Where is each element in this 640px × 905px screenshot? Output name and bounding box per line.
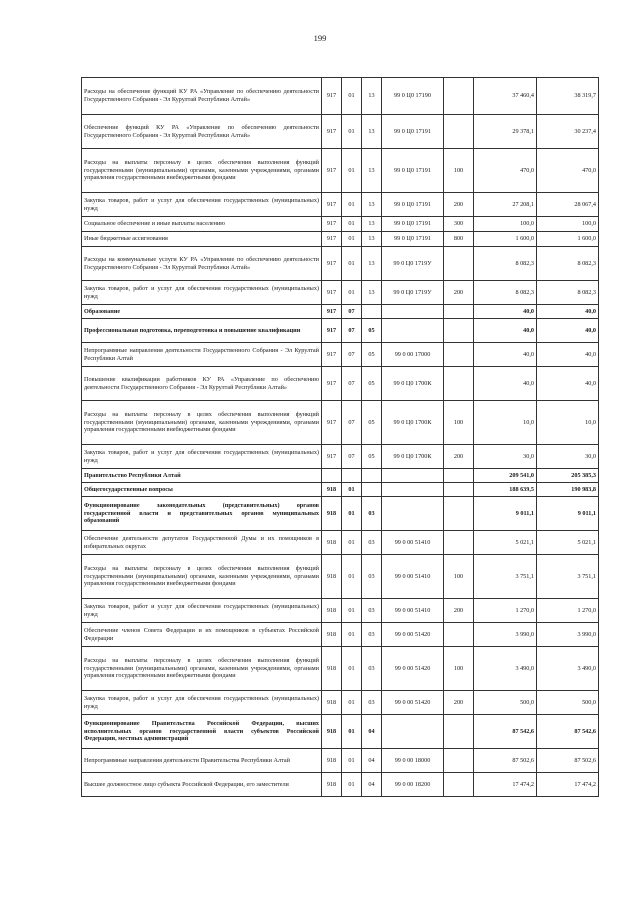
expense-type-code-cell: 200 — [444, 599, 474, 623]
subsection-code-cell: 03 — [362, 599, 382, 623]
table-row — [82, 343, 599, 367]
expense-type-code-cell — [444, 497, 474, 531]
table-row — [82, 647, 599, 691]
target-article-code-cell — [382, 305, 444, 319]
expense-name-cell: Закупка товаров, работ и услуг для обеспечения государственных (муниципальных) нужд — [82, 445, 322, 469]
amount-year-2-cell: 1 600,0 — [537, 232, 599, 247]
section-code-cell — [342, 469, 362, 483]
section-code-cell: 01 — [342, 281, 362, 305]
amount-year-1-cell: 500,0 — [474, 691, 537, 715]
amount-year-1-cell: 30,0 — [474, 445, 537, 469]
amount-year-2-cell: 1 270,0 — [537, 599, 599, 623]
subsection-code-cell — [362, 305, 382, 319]
subsection-code-cell: 04 — [362, 749, 382, 773]
section-code-cell: 01 — [342, 691, 362, 715]
section-code-cell: 01 — [342, 599, 362, 623]
target-article-code-cell: 99 0 Ц0 1700К — [382, 401, 444, 445]
expense-type-code-cell — [444, 319, 474, 343]
table-row — [82, 691, 599, 715]
section-code-cell: 01 — [342, 555, 362, 599]
amount-year-1-cell: 29 378,1 — [474, 115, 537, 149]
expense-name-cell: Закупка товаров, работ и услуг для обеспечения государственных (муниципальных) нужд — [82, 193, 322, 217]
amount-year-2-cell: 8 082,3 — [537, 281, 599, 305]
target-article-code-cell: 99 0 Ц0 17191 — [382, 232, 444, 247]
table-row — [82, 623, 599, 647]
target-article-code-cell: 99 0 00 51420 — [382, 623, 444, 647]
amount-year-1-cell: 10,0 — [474, 401, 537, 445]
budget-table — [81, 77, 599, 797]
subsection-code-cell: 03 — [362, 555, 382, 599]
amount-year-1-cell: 40,0 — [474, 319, 537, 343]
expense-name-cell: Иные бюджетные ассигнования — [82, 232, 322, 247]
table-row — [82, 599, 599, 623]
expense-type-code-cell: 100 — [444, 647, 474, 691]
section-code-cell: 01 — [342, 78, 362, 115]
table-row — [82, 749, 599, 773]
amount-year-2-cell: 40,0 — [537, 367, 599, 401]
section-code-cell: 07 — [342, 445, 362, 469]
expense-name-cell: Обеспечение деятельности депутатов Государственной Думы и их помощников в избирательных округах — [82, 531, 322, 555]
grbs-code-cell: 917 — [322, 247, 342, 281]
target-article-code-cell: 99 0 00 51410 — [382, 599, 444, 623]
amount-year-2-cell: 3 490,0 — [537, 647, 599, 691]
amount-year-1-cell: 37 460,4 — [474, 78, 537, 115]
amount-year-1-cell: 17 474,2 — [474, 773, 537, 797]
target-article-code-cell: 99 0 Ц0 17191 — [382, 115, 444, 149]
subsection-code-cell: 05 — [362, 401, 382, 445]
expense-type-code-cell: 100 — [444, 401, 474, 445]
expense-name-cell: Образование — [82, 305, 322, 319]
subsection-code-cell: 05 — [362, 319, 382, 343]
expense-name-cell: Расходы на выплаты персоналу в целях обеспечения выполнения функций государственными (муниципальными) органами, казенными учреждениями, органами управления государственными внебюджетными фондами — [82, 555, 322, 599]
table-row — [82, 115, 599, 149]
subsection-code-cell: 13 — [362, 247, 382, 281]
grbs-code-cell: 918 — [322, 497, 342, 531]
expense-type-code-cell: 200 — [444, 193, 474, 217]
table-row — [82, 305, 599, 319]
subsection-code-cell — [362, 483, 382, 497]
table-row — [82, 247, 599, 281]
target-article-code-cell: 99 0 Ц0 1719У — [382, 281, 444, 305]
expense-name-cell: Повышение квалификации работников КУ РА «Управление по обеспечению деятельности Государственного Собрания - Эл Курултай Республики Алтай» — [82, 367, 322, 401]
table-row — [82, 401, 599, 445]
amount-year-2-cell: 87 542,6 — [537, 715, 599, 749]
subsection-code-cell: 03 — [362, 497, 382, 531]
section-code-cell: 01 — [342, 483, 362, 497]
amount-year-2-cell: 30,0 — [537, 445, 599, 469]
amount-year-1-cell: 188 639,5 — [474, 483, 537, 497]
expense-type-code-cell — [444, 247, 474, 281]
expense-type-code-cell: 200 — [444, 281, 474, 305]
target-article-code-cell: 99 0 Ц0 17190 — [382, 78, 444, 115]
table-row — [82, 555, 599, 599]
amount-year-2-cell: 3 990,0 — [537, 623, 599, 647]
expense-name-cell: Расходы на выплаты персоналу в целях обеспечения выполнения функций государственными (муниципальными) органами, казенными учреждениями, органами управления государственными внебюджетными фондами — [82, 401, 322, 445]
grbs-code-cell: 918 — [322, 773, 342, 797]
expense-type-code-cell — [444, 623, 474, 647]
expense-name-cell: Закупка товаров, работ и услуг для обеспечения государственных (муниципальных) нужд — [82, 281, 322, 305]
amount-year-1-cell: 40,0 — [474, 367, 537, 401]
budget-table-body — [82, 78, 599, 797]
amount-year-2-cell: 87 502,6 — [537, 749, 599, 773]
amount-year-2-cell: 5 021,1 — [537, 531, 599, 555]
section-code-cell: 01 — [342, 247, 362, 281]
section-code-cell: 01 — [342, 149, 362, 193]
expense-type-code-cell — [444, 367, 474, 401]
table-row — [82, 497, 599, 531]
table-row — [82, 232, 599, 247]
expense-type-code-cell — [444, 749, 474, 773]
target-article-code-cell: 99 0 00 18000 — [382, 749, 444, 773]
subsection-code-cell: 13 — [362, 149, 382, 193]
grbs-code-cell: 917 — [322, 217, 342, 232]
target-article-code-cell: 99 0 00 17000 — [382, 343, 444, 367]
amount-year-1-cell: 40,0 — [474, 305, 537, 319]
amount-year-1-cell: 100,0 — [474, 217, 537, 232]
amount-year-2-cell: 190 983,8 — [537, 483, 599, 497]
expense-name-cell: Расходы на коммунальные услуги КУ РА «Управление по обеспечению деятельности Государственного Собрания - Эл Курултай Республики Алтай» — [82, 247, 322, 281]
expense-name-cell: Профессиональная подготовка, переподготовка и повышение квалификации — [82, 319, 322, 343]
subsection-code-cell: 13 — [362, 115, 382, 149]
expense-type-code-cell — [444, 715, 474, 749]
table-row — [82, 319, 599, 343]
subsection-code-cell: 03 — [362, 531, 382, 555]
grbs-code-cell: 918 — [322, 555, 342, 599]
subsection-code-cell — [362, 469, 382, 483]
subsection-code-cell: 04 — [362, 773, 382, 797]
target-article-code-cell: 99 0 Ц0 17191 — [382, 193, 444, 217]
subsection-code-cell: 05 — [362, 367, 382, 401]
table-row — [82, 531, 599, 555]
amount-year-2-cell: 10,0 — [537, 401, 599, 445]
target-article-code-cell: 99 0 00 51420 — [382, 647, 444, 691]
expense-type-code-cell — [444, 483, 474, 497]
target-article-code-cell: 99 0 00 18200 — [382, 773, 444, 797]
expense-type-code-cell: 200 — [444, 445, 474, 469]
amount-year-2-cell: 28 067,4 — [537, 193, 599, 217]
target-article-code-cell: 99 0 00 51420 — [382, 691, 444, 715]
amount-year-1-cell: 9 011,1 — [474, 497, 537, 531]
amount-year-1-cell: 3 751,1 — [474, 555, 537, 599]
expense-name-cell: Расходы на обеспечение функций КУ РА «Управление по обеспечению деятельности Государственного Собрания - Эл Курултай Республики Алтай» — [82, 78, 322, 115]
table-row — [82, 367, 599, 401]
grbs-code-cell: 918 — [322, 691, 342, 715]
amount-year-2-cell: 30 237,4 — [537, 115, 599, 149]
amount-year-1-cell: 87 542,6 — [474, 715, 537, 749]
grbs-code-cell — [322, 469, 342, 483]
amount-year-2-cell: 38 319,7 — [537, 78, 599, 115]
expense-name-cell: Функционирование законодательных (представительных) органов государственной власти и представительных органов муниципальных образований — [82, 497, 322, 531]
amount-year-2-cell: 40,0 — [537, 305, 599, 319]
expense-name-cell: Функционирование Правительства Российской Федерации, высших исполнительных органов государственной власти субъектов Российской Федерации, местных администраций — [82, 715, 322, 749]
table-row — [82, 78, 599, 115]
grbs-code-cell: 918 — [322, 715, 342, 749]
table-row — [82, 483, 599, 497]
expense-type-code-cell: 200 — [444, 691, 474, 715]
target-article-code-cell — [382, 497, 444, 531]
amount-year-1-cell: 5 021,1 — [474, 531, 537, 555]
section-code-cell: 01 — [342, 749, 362, 773]
amount-year-1-cell: 8 082,3 — [474, 247, 537, 281]
expense-type-code-cell — [444, 773, 474, 797]
amount-year-2-cell: 3 751,1 — [537, 555, 599, 599]
expense-type-code-cell: 100 — [444, 555, 474, 599]
amount-year-1-cell: 470,0 — [474, 149, 537, 193]
section-code-cell: 01 — [342, 193, 362, 217]
grbs-code-cell: 917 — [322, 232, 342, 247]
section-code-cell: 07 — [342, 343, 362, 367]
subsection-code-cell: 13 — [362, 217, 382, 232]
table-row — [82, 773, 599, 797]
table-row — [82, 469, 599, 483]
subsection-code-cell: 13 — [362, 232, 382, 247]
target-article-code-cell — [382, 715, 444, 749]
target-article-code-cell: 99 0 Ц0 17191 — [382, 217, 444, 232]
expense-name-cell: Общегосударственные вопросы — [82, 483, 322, 497]
grbs-code-cell: 918 — [322, 531, 342, 555]
amount-year-2-cell: 40,0 — [537, 343, 599, 367]
grbs-code-cell: 917 — [322, 319, 342, 343]
amount-year-2-cell: 100,0 — [537, 217, 599, 232]
target-article-code-cell — [382, 483, 444, 497]
grbs-code-cell: 917 — [322, 78, 342, 115]
table-row — [82, 217, 599, 232]
expense-type-code-cell — [444, 115, 474, 149]
section-code-cell: 07 — [342, 305, 362, 319]
amount-year-2-cell: 470,0 — [537, 149, 599, 193]
expense-type-code-cell: 800 — [444, 232, 474, 247]
grbs-code-cell: 918 — [322, 749, 342, 773]
expense-name-cell: Непрограммные направления деятельности Государственного Собрания - Эл Курултай Республики Алтай — [82, 343, 322, 367]
subsection-code-cell: 03 — [362, 691, 382, 715]
target-article-code-cell: 99 0 00 51410 — [382, 531, 444, 555]
amount-year-1-cell: 40,0 — [474, 343, 537, 367]
expense-name-cell: Расходы на выплаты персоналу в целях обеспечения выполнения функций государственными (муниципальными) органами, казенными учреждениями, органами управления государственными внебюджетными фондами — [82, 149, 322, 193]
expense-type-code-cell — [444, 78, 474, 115]
amount-year-2-cell: 9 011,1 — [537, 497, 599, 531]
expense-type-code-cell — [444, 343, 474, 367]
table-row — [82, 193, 599, 217]
section-code-cell: 01 — [342, 531, 362, 555]
grbs-code-cell: 918 — [322, 483, 342, 497]
expense-name-cell: Высшее должностное лицо субъекта Российской Федерации, его заместители — [82, 773, 322, 797]
table-row — [82, 445, 599, 469]
grbs-code-cell: 918 — [322, 599, 342, 623]
amount-year-1-cell: 1 270,0 — [474, 599, 537, 623]
section-code-cell: 07 — [342, 401, 362, 445]
amount-year-2-cell: 17 474,2 — [537, 773, 599, 797]
target-article-code-cell — [382, 319, 444, 343]
target-article-code-cell — [382, 469, 444, 483]
amount-year-2-cell: 205 385,3 — [537, 469, 599, 483]
grbs-code-cell: 918 — [322, 647, 342, 691]
expense-type-code-cell — [444, 531, 474, 555]
subsection-code-cell: 05 — [362, 445, 382, 469]
amount-year-2-cell: 8 082,3 — [537, 247, 599, 281]
expense-name-cell: Расходы на выплаты персоналу в целях обеспечения выполнения функций государственными (муниципальными) органами, казенными учреждениями, органами управления государственными внебюджетными фондами — [82, 647, 322, 691]
section-code-cell: 01 — [342, 497, 362, 531]
expense-type-code-cell — [444, 469, 474, 483]
subsection-code-cell: 04 — [362, 715, 382, 749]
amount-year-1-cell: 1 600,0 — [474, 232, 537, 247]
expense-type-code-cell — [444, 305, 474, 319]
subsection-code-cell: 03 — [362, 647, 382, 691]
expense-name-cell: Обеспечение функций КУ РА «Управление по обеспечению деятельности Государственного Собрания - Эл Курултай Республики Алтай» — [82, 115, 322, 149]
grbs-code-cell: 917 — [322, 149, 342, 193]
amount-year-1-cell: 87 502,6 — [474, 749, 537, 773]
expense-type-code-cell: 300 — [444, 217, 474, 232]
expense-name-cell: Непрограммные направления деятельности Правительства Республики Алтай — [82, 749, 322, 773]
grbs-code-cell: 917 — [322, 343, 342, 367]
target-article-code-cell: 99 0 Ц0 1700К — [382, 367, 444, 401]
subsection-code-cell: 03 — [362, 623, 382, 647]
expense-name-cell: Правительство Республики Алтай — [82, 469, 322, 483]
section-code-cell: 01 — [342, 115, 362, 149]
target-article-code-cell: 99 0 Ц0 1719У — [382, 247, 444, 281]
amount-year-1-cell: 8 082,3 — [474, 281, 537, 305]
section-code-cell: 01 — [342, 623, 362, 647]
grbs-code-cell: 917 — [322, 115, 342, 149]
subsection-code-cell: 05 — [362, 343, 382, 367]
section-code-cell: 01 — [342, 773, 362, 797]
section-code-cell: 01 — [342, 715, 362, 749]
subsection-code-cell: 13 — [362, 78, 382, 115]
expense-type-code-cell: 100 — [444, 149, 474, 193]
grbs-code-cell: 917 — [322, 445, 342, 469]
section-code-cell: 01 — [342, 232, 362, 247]
expense-name-cell: Закупка товаров, работ и услуг для обеспечения государственных (муниципальных) нужд — [82, 691, 322, 715]
amount-year-2-cell: 40,0 — [537, 319, 599, 343]
grbs-code-cell: 917 — [322, 305, 342, 319]
grbs-code-cell: 917 — [322, 367, 342, 401]
section-code-cell: 07 — [342, 319, 362, 343]
expense-name-cell: Обеспечение членов Совета Федерации и их помощников в субъектах Российской Федерации — [82, 623, 322, 647]
amount-year-2-cell: 500,0 — [537, 691, 599, 715]
table-row — [82, 715, 599, 749]
amount-year-1-cell: 3 490,0 — [474, 647, 537, 691]
subsection-code-cell: 13 — [362, 193, 382, 217]
subsection-code-cell: 13 — [362, 281, 382, 305]
grbs-code-cell: 918 — [322, 623, 342, 647]
target-article-code-cell: 99 0 Ц0 17191 — [382, 149, 444, 193]
grbs-code-cell: 917 — [322, 193, 342, 217]
expense-name-cell: Закупка товаров, работ и услуг для обеспечения государственных (муниципальных) нужд — [82, 599, 322, 623]
table-row — [82, 149, 599, 193]
target-article-code-cell: 99 0 Ц0 1700К — [382, 445, 444, 469]
grbs-code-cell: 917 — [322, 281, 342, 305]
amount-year-1-cell: 209 541,0 — [474, 469, 537, 483]
section-code-cell: 07 — [342, 367, 362, 401]
section-code-cell: 01 — [342, 217, 362, 232]
section-code-cell: 01 — [342, 647, 362, 691]
grbs-code-cell: 917 — [322, 401, 342, 445]
amount-year-1-cell: 3 990,0 — [474, 623, 537, 647]
page-number: 199 — [313, 33, 327, 43]
amount-year-1-cell: 27 208,1 — [474, 193, 537, 217]
table-row — [82, 281, 599, 305]
target-article-code-cell: 99 0 00 51410 — [382, 555, 444, 599]
expense-name-cell: Социальное обеспечение и иные выплаты населению — [82, 217, 322, 232]
